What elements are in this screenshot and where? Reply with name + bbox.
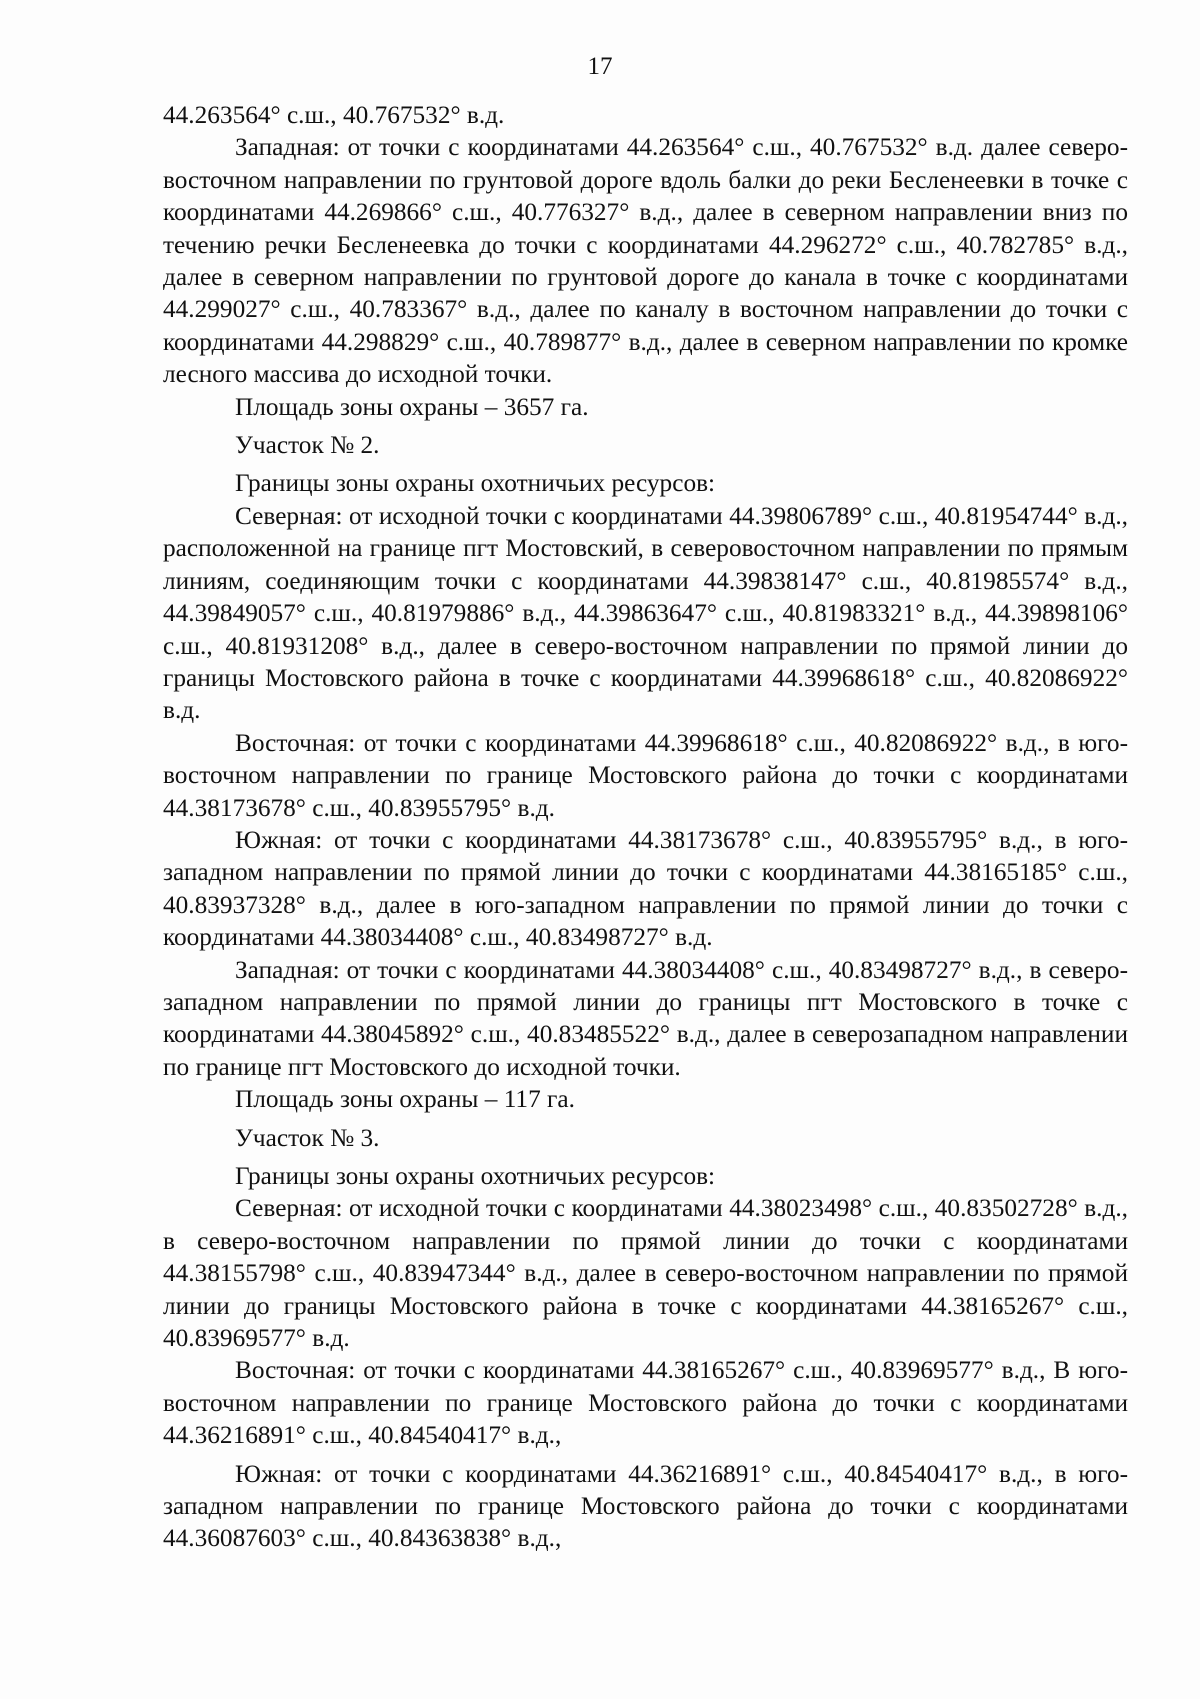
- paragraph-boundaries-heading-3: Границы зоны охраны охотничьих ресурсов:: [235, 1162, 716, 1190]
- paragraph-east-boundary-2: Восточная: от точки с координатами 44.39968618° с.ш., 40.82086922° в.д., в юго-восточном направлении по границе Мостовского района до точки с координатами 44.38173678° с.ш., 40.83955795° в.д.: [163, 728, 1128, 822]
- paragraph-north-boundary-3: Северная: от исходной точки с координатами 44.38023498° с.ш., 40.83502728° в.д., в северо-восточном направлении по прямой линии до точки с координатами 44.38155798° с.ш., 40.83947344° в.д., далее в северо-восточном направлении по прямой линии до границы Мостовского района в точке с координатами 44.38165267° с.ш., 40.83969577° в.д.: [163, 1194, 1128, 1353]
- paragraph-west-boundary-2: Западная: от точки с координатами 44.38034408° с.ш., 40.83498727° в.д., в северо-западном направлении по прямой линии до границы пгт Мостовского в точке с координатами 44.38045892° с.ш., 40.83485522° в.д., далее в северозападном направлении по границе пгт Мостовского до исходной точки.: [163, 955, 1128, 1081]
- paragraph-north-boundary-2: Северная: от исходной точки с координатами 44.39806789° с.ш., 40.81954744° в.д., расположенной на границе пгт Мостовский, в северовосточном направлении по прямым линиям, соединяющим точки с координатами 44.39838147° с.ш., 40.81985574° в.д., 44.39849057° с.ш., 40.81979886° в.д., 44.39863647° с.ш., 40.81983321° в.д., 44.39898106° с.ш., 40.81931208° в.д., далее в северо-восточном направлении по прямой линии до границы Мостовского района в точке с координатами 44.39968618° с.ш., 40.82086922° в.д.: [163, 501, 1128, 725]
- document-body: [163, 99, 1128, 1555]
- paragraph-area-1: Площадь зоны охраны – 3657 га.: [235, 392, 589, 421]
- paragraph-west-boundary-1: Западная: от точки с координатами 44.263564° с.ш., 40.767532° в.д. далее северо-восточном направлении по грунтовой дороге вдоль балки до реки Бесленеевки в точке с координатами 44.269866° с.ш., 40.776327° в.д., далее в северном направлении вниз по течению речки Бесленеевка до точки с координатами 44.296272° с.ш., 40.782785° в.д., далее в северном направлении по грунтовой дороге до канала в точке с координатами 44.299027° с.ш., 40.783367° в.д., далее по каналу в восточном направлении до точки с координатами 44.298829° с.ш., 40.789877° в.д., далее в северном направлении по кромке лесного массива до исходной точки.: [163, 133, 1128, 389]
- paragraph-south-boundary-2: Южная: от точки с координатами 44.38173678° с.ш., 40.83955795° в.д., в юго-западном направлении по прямой линии до точки с координатами 44.38165185° с.ш., 40.83937328° в.д., далее в юго-западном направлении по прямой линии до точки с координатами 44.38034408° с.ш., 40.83498727° в.д.: [163, 825, 1128, 952]
- paragraph-coordinates-continuation: 44.263564° с.ш., 40.767532° в.д.: [163, 101, 505, 129]
- page-number: 17: [587, 53, 613, 80]
- section-heading-plot-2: Участок № 2.: [235, 431, 380, 460]
- section-heading-plot-3: Участок № 3.: [235, 1123, 380, 1152]
- paragraph-south-boundary-3: Южная: от точки с координатами 44.36216891° с.ш., 40.84540417° в.д., в юго-западном направлении по границе Мостовского района до точки с координатами 44.36087603° с.ш., 40.84363838° в.д.,: [163, 1459, 1128, 1553]
- paragraph-area-2: Площадь зоны охраны – 117 га.: [235, 1085, 575, 1114]
- paragraph-boundaries-heading-2: Границы зоны охраны охотничьих ресурсов:: [235, 469, 716, 498]
- paragraph-east-boundary-3: Восточная: от точки с координатами 44.38165267° с.ш., 40.83969577° в.д., В юго-восточном направлении по границе Мостовского района до точки с координатами 44.36216891° с.ш., 40.84540417° в.д.,: [163, 1356, 1128, 1450]
